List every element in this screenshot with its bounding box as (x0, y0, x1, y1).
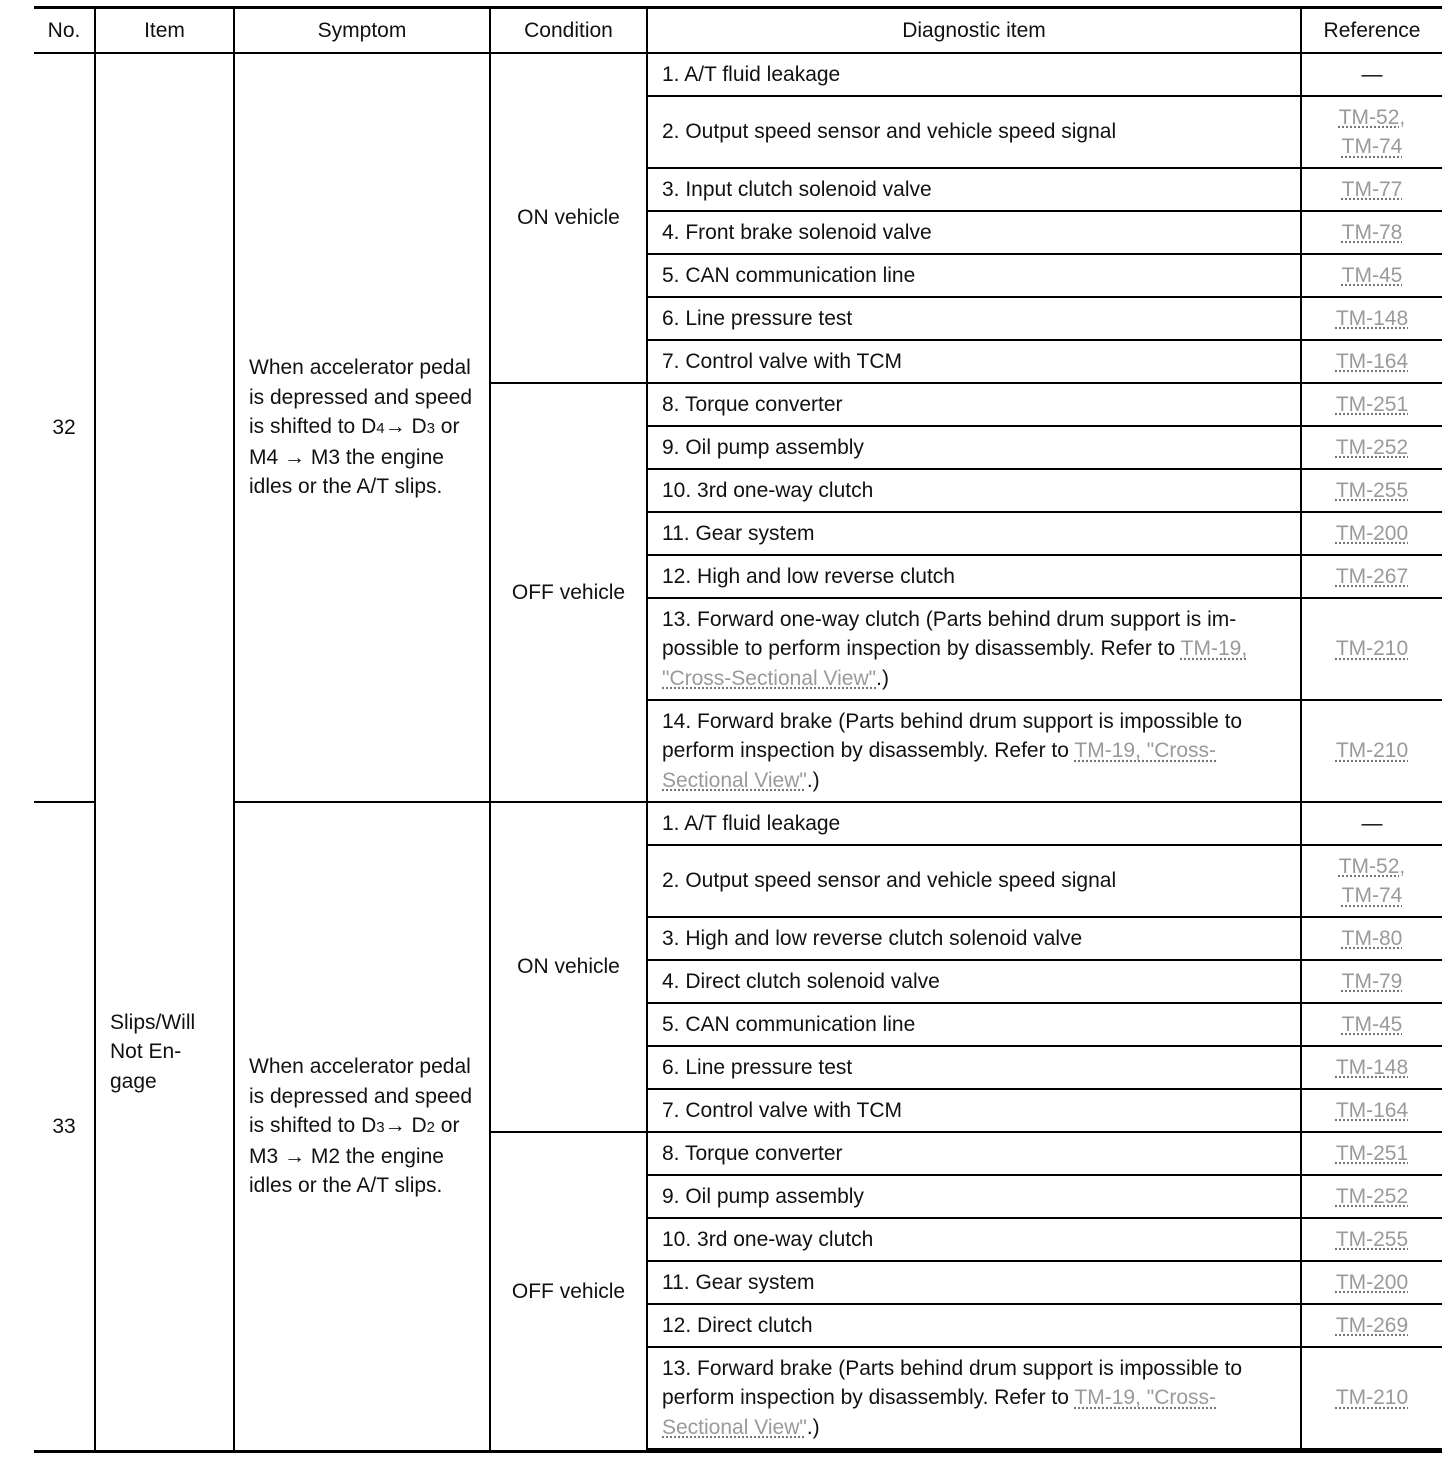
condition-off-vehicle: OFF vehicle (490, 1132, 647, 1452)
reference-cell (1301, 469, 1442, 512)
symptom-line: When accelerator pedal is depressed and speed is shifted to (249, 1055, 472, 1137)
shift-from: D4 (361, 414, 385, 438)
reference-cell (1301, 960, 1442, 1003)
diagnostic-item: 5. CAN communication line (647, 1003, 1301, 1046)
table-row (34, 802, 1442, 845)
reference-link[interactable]: TM-269 (1335, 1313, 1409, 1337)
reference-link[interactable]: TM-210 (1335, 637, 1409, 661)
diagnostic-item: 8. Torque converter (647, 383, 1301, 426)
reference-cell (1301, 426, 1442, 469)
diagnostic-item: 1. A/T fluid leakage (647, 802, 1301, 845)
diagnostic-item: 8. Torque converter (647, 1132, 1301, 1175)
shift-from: D3 (361, 1113, 385, 1137)
reference-cell (1301, 1003, 1442, 1046)
reference-cell (1301, 700, 1442, 802)
row-number: 32 (34, 53, 95, 802)
reference-link[interactable]: TM-210 (1335, 1386, 1409, 1410)
reference-cell (1301, 1218, 1442, 1261)
diagnostic-item: 2. Output speed sensor and vehicle speed signal (647, 96, 1301, 168)
reference-link[interactable]: TM-267 (1335, 564, 1409, 588)
diagnosis-table-container (34, 6, 1442, 1453)
reference-link[interactable]: TM-45 (1341, 1012, 1403, 1036)
condition-on-vehicle: ON vehicle (490, 802, 647, 1132)
diagnostic-item: 6. Line pressure test (647, 1046, 1301, 1089)
diagnostic-item: 13. Forward brake (Parts behind drum support is impossible to perform inspection by disassembly. Refer to TM-19, "Cross-Sectional View".) (647, 1347, 1301, 1449)
symptom-cell (234, 53, 490, 802)
reference-cell (1301, 512, 1442, 555)
reference-link[interactable]: TM-251 (1335, 1141, 1409, 1165)
reference-cell (1301, 1046, 1442, 1089)
reference-cell (1301, 1304, 1442, 1347)
header-item: Item (95, 8, 234, 54)
diagnostic-item: 4. Front brake solenoid valve (647, 211, 1301, 254)
spacer-cell (647, 1449, 1301, 1452)
item-label: Slips/Will Not En-gage (110, 1011, 196, 1093)
header-row (34, 8, 1442, 54)
reference-cell (1301, 297, 1442, 340)
shift-manual: or M4 → M3 (249, 414, 460, 470)
symptom-line: When accelerator pedal is depressed and speed is shifted to (249, 356, 472, 438)
reference-link[interactable]: TM-200 (1335, 1270, 1409, 1294)
reference-cell (1301, 168, 1442, 211)
shift-to: D2 (411, 1113, 435, 1137)
cross-section-link[interactable]: TM-19, "Cross-Sectional View" (662, 637, 1248, 690)
header-reference: Reference (1301, 8, 1442, 54)
reference-link[interactable]: TM-210 (1335, 739, 1409, 763)
diagnostic-item: 10. 3rd one-way clutch (647, 1218, 1301, 1261)
reference-cell (1301, 802, 1442, 845)
reference-cell (1301, 53, 1442, 96)
reference-link[interactable]: TM-252 (1335, 435, 1409, 459)
reference-link[interactable]: TM-251 (1335, 392, 1409, 416)
diagnostic-item: 7. Control valve with TCM (647, 340, 1301, 383)
reference-cell (1301, 96, 1442, 168)
symptom-text: When accelerator pedal is depressed and speed is shifted to D4→ D3 or M4 → M3 the engine idles or the A/T slips. (249, 356, 472, 499)
symptom-line: the engine idles or the A/T slips. (249, 1145, 444, 1198)
diagnostic-item: 5. CAN communication line (647, 254, 1301, 297)
reference-link[interactable]: TM-45 (1341, 263, 1403, 287)
reference-link[interactable]: TM-78 (1341, 220, 1403, 244)
diagnostic-item: 4. Direct clutch solenoid valve (647, 960, 1301, 1003)
reference-dash: — (1361, 62, 1383, 86)
reference-link[interactable]: TM-255 (1335, 478, 1409, 502)
reference-link[interactable]: TM-148 (1335, 306, 1409, 330)
reference-link[interactable]: TM-80 (1341, 926, 1403, 950)
reference-cell (1301, 211, 1442, 254)
cross-section-link[interactable]: TM-19, "Cross-Sectional View" (662, 1386, 1217, 1439)
diagnostic-item: 7. Control valve with TCM (647, 1089, 1301, 1132)
diagnostic-item: 14. Forward brake (Parts behind drum support is impossible to perform inspection by disassembly. Refer to TM-19, "Cross-Sectional View".) (647, 700, 1301, 802)
reference-link[interactable]: TM-74 (1341, 135, 1403, 158)
diagnostic-item: 13. Forward one-way clutch (Parts behind drum support is im-possible to perform inspection by disassembly. Refer to TM-19, "Cross-Sectional View".) (647, 598, 1301, 700)
header-condition: Condition (490, 8, 647, 54)
reference-link[interactable]: TM-148 (1335, 1055, 1409, 1079)
reference-link[interactable]: TM-77 (1341, 177, 1403, 201)
diagnostic-item: 12. Direct clutch (647, 1304, 1301, 1347)
reference-link[interactable]: TM-255 (1335, 1227, 1409, 1251)
diagnostic-item: 11. Gear system (647, 1261, 1301, 1304)
reference-link[interactable]: TM-164 (1335, 1098, 1409, 1122)
item-cell (95, 53, 234, 1452)
reference-cell (1301, 598, 1442, 700)
symptom-cell (234, 802, 490, 1452)
reference-cell (1301, 1261, 1442, 1304)
reference-cell (1301, 845, 1442, 917)
reference-cell (1301, 1132, 1442, 1175)
condition-off-vehicle: OFF vehicle (490, 383, 647, 802)
diagnostic-item: 3. High and low reverse clutch solenoid valve (647, 917, 1301, 960)
header-symptom: Symptom (234, 8, 490, 54)
reference-cell (1301, 555, 1442, 598)
reference-cell (1301, 383, 1442, 426)
reference-dash: — (1361, 811, 1383, 835)
reference-cell (1301, 340, 1442, 383)
row-number: 33 (34, 802, 95, 1452)
diagnostic-item: 1. A/T fluid leakage (647, 53, 1301, 96)
diagnostic-item: 9. Oil pump assembly (647, 426, 1301, 469)
diagnostic-item: 6. Line pressure test (647, 297, 1301, 340)
diagnostic-item: 10. 3rd one-way clutch (647, 469, 1301, 512)
diagnostic-item: 3. Input clutch solenoid valve (647, 168, 1301, 211)
symptom-text: When accelerator pedal is depressed and speed is shifted to D3→ D2 or M3 → M2 the engine idles or the A/T slips. (249, 1055, 472, 1198)
reference-cell (1301, 917, 1442, 960)
diagnostic-item: 2. Output speed sensor and vehicle speed signal (647, 845, 1301, 917)
reference-link[interactable]: TM-164 (1335, 349, 1409, 373)
reference-link[interactable]: TM-52, (1338, 105, 1406, 129)
header-diagnostic-item: Diagnostic item (647, 8, 1301, 54)
shift-to: D3 (411, 414, 435, 438)
reference-cell (1301, 1347, 1442, 1449)
reference-link[interactable]: TM-200 (1335, 521, 1409, 545)
reference-link[interactable]: TM-74 (1341, 884, 1403, 907)
diagnostic-item: 9. Oil pump assembly (647, 1175, 1301, 1218)
condition-on-vehicle: ON vehicle (490, 53, 647, 383)
diagnostic-item: 11. Gear system (647, 512, 1301, 555)
reference-link[interactable]: TM-252 (1335, 1184, 1409, 1208)
cross-section-link[interactable]: TM-19, "Cross-Sectional View" (662, 739, 1217, 792)
reference-cell (1301, 1089, 1442, 1132)
table-row (34, 53, 1442, 96)
reference-link[interactable]: TM-52, (1338, 854, 1406, 878)
diagnosis-table (34, 6, 1442, 1453)
reference-cell (1301, 1175, 1442, 1218)
header-no: No. (34, 8, 95, 54)
reference-cell (1301, 254, 1442, 297)
reference-link[interactable]: TM-79 (1341, 969, 1403, 993)
symptom-line: the engine idles or the A/T slips. (249, 446, 444, 499)
shift-manual: or M3 → M2 (249, 1113, 460, 1169)
diagnostic-item: 12. High and low reverse clutch (647, 555, 1301, 598)
